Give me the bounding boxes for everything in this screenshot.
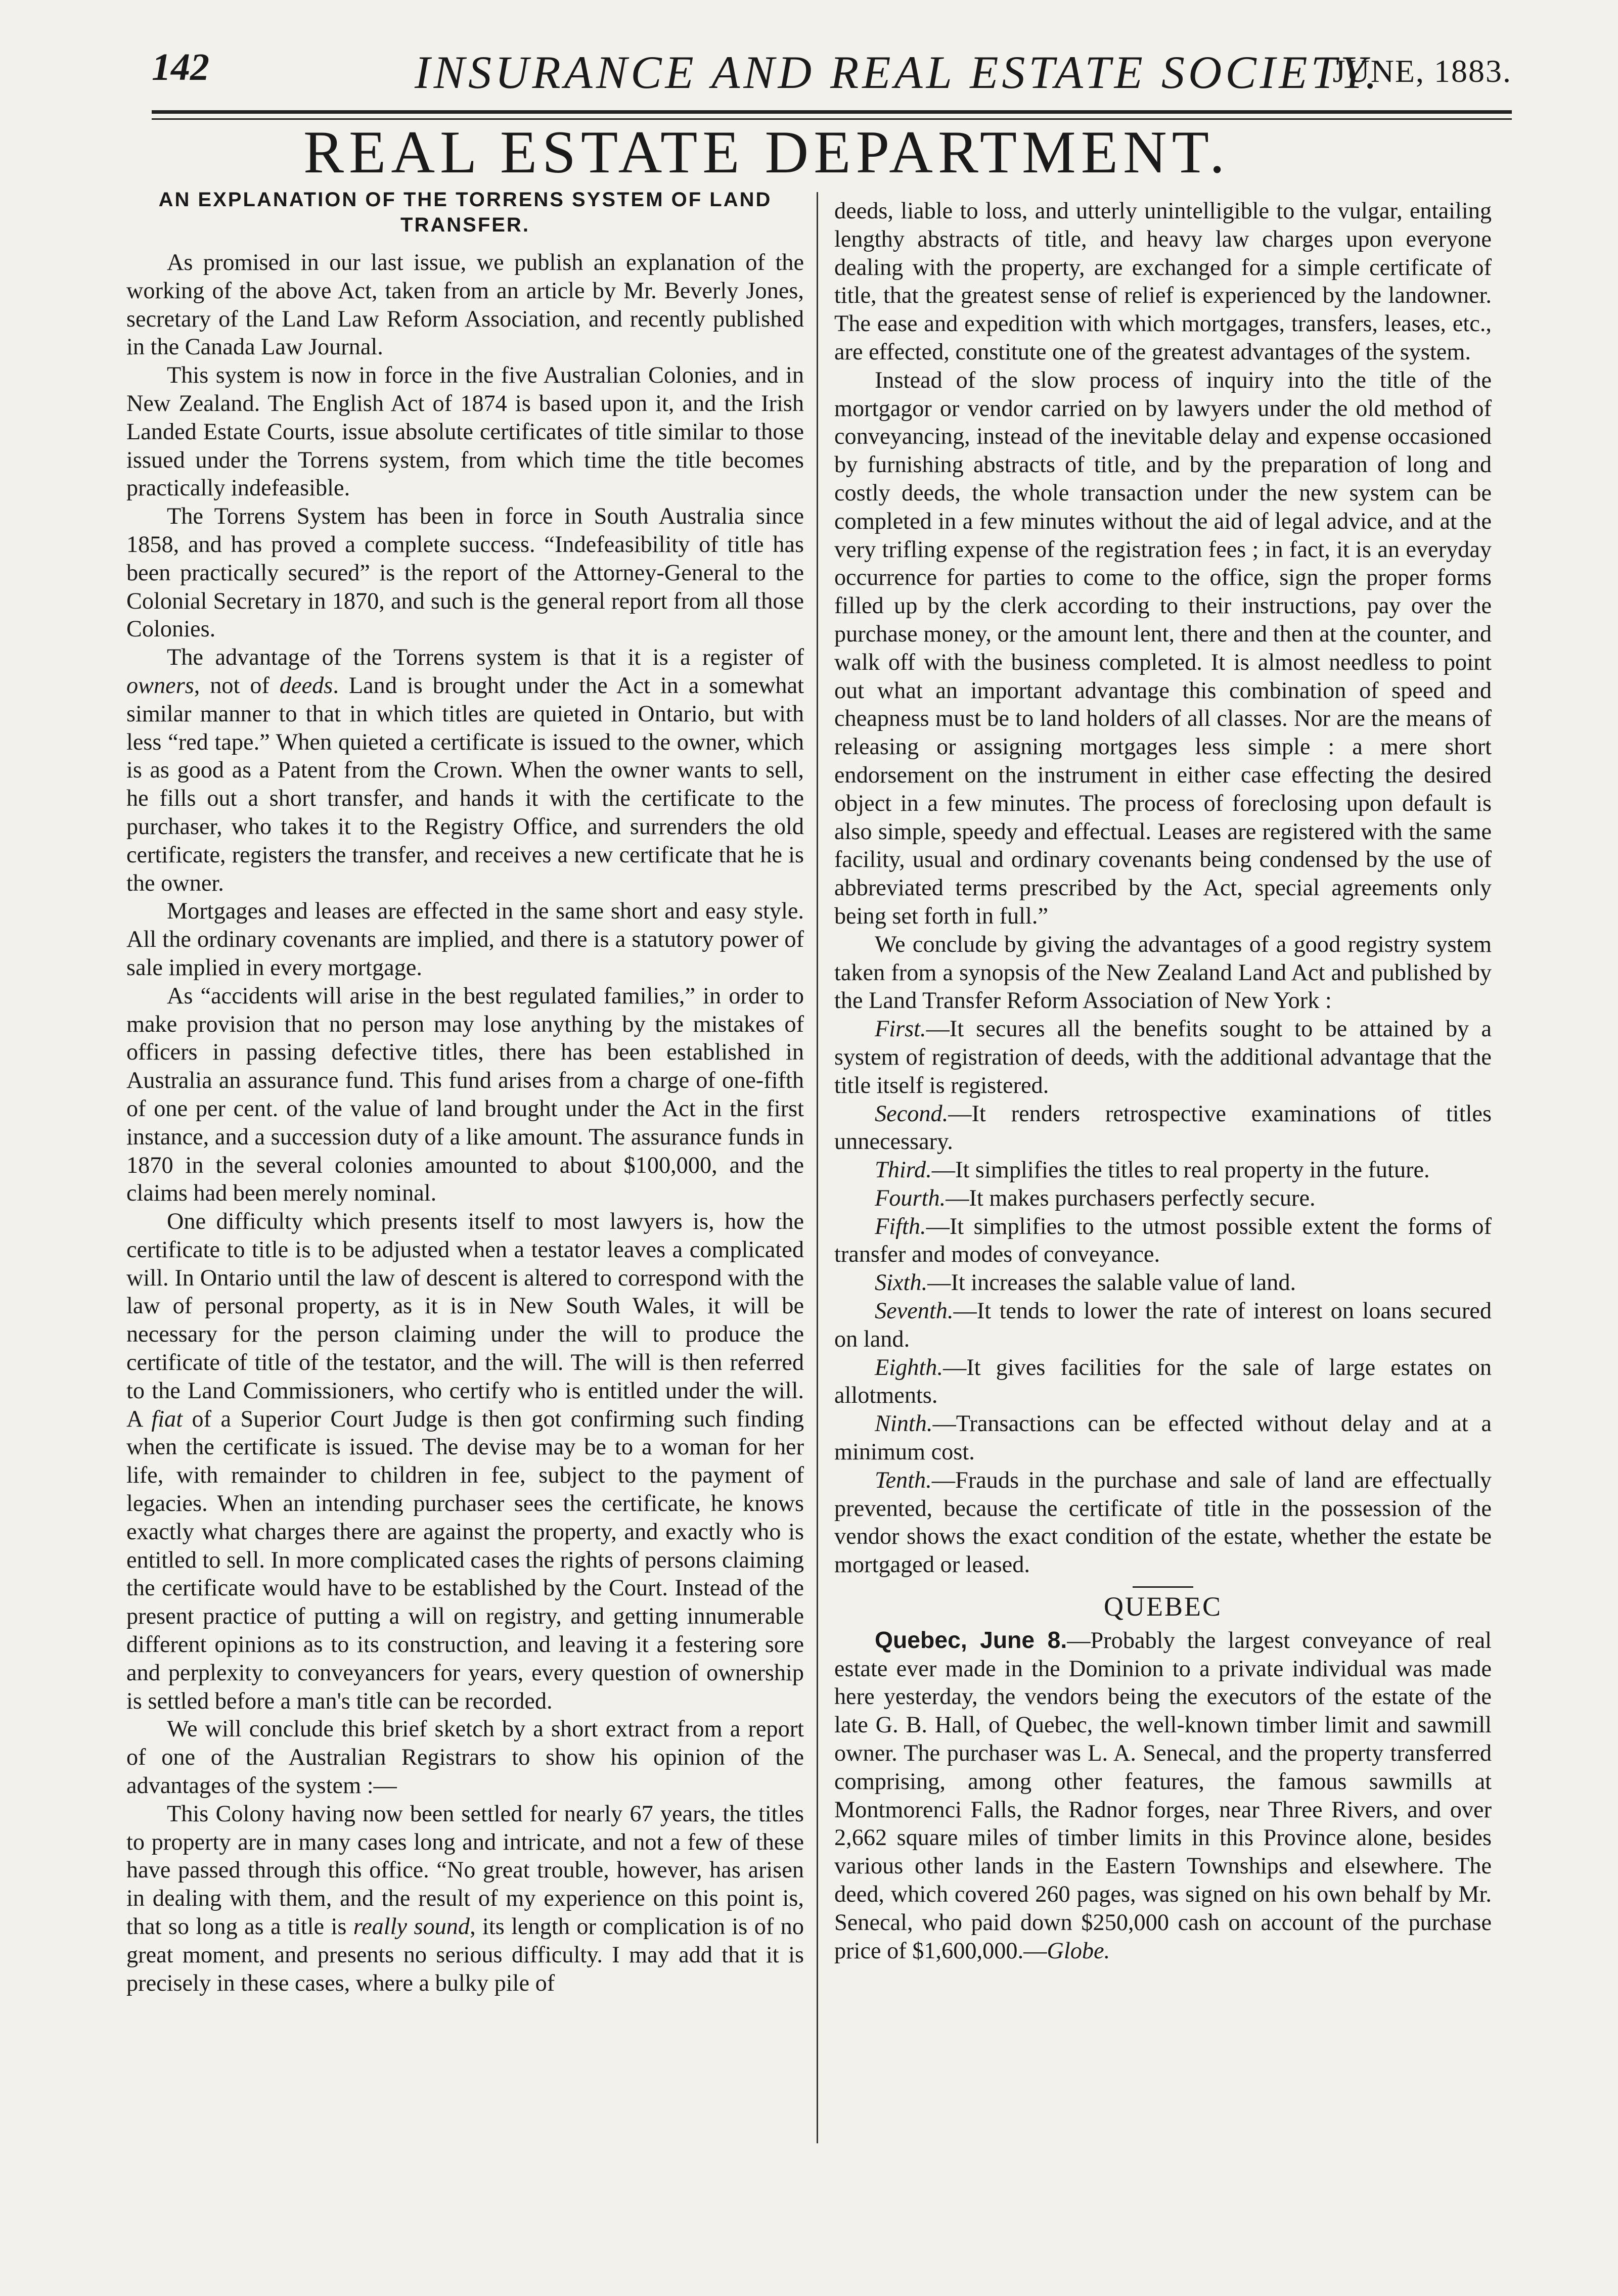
running-header xyxy=(152,45,1512,106)
advantage-label: Second. xyxy=(875,1100,949,1127)
article-heading: AN EXPLANATION OF THE TORRENS SYSTEM OF LAND TRANSFER. xyxy=(158,189,772,236)
advantage-text: —It secures all the benefits sought to be attained by a system of registration of deeds, with the additional advantage that the title itself is registered. xyxy=(834,1016,1492,1098)
advantage-label: Fourth. xyxy=(875,1185,946,1211)
advantage-text: —It makes purchasers perfectly secure. xyxy=(946,1185,1316,1211)
advantage-item xyxy=(834,1184,1492,1213)
paragraph: We conclude by giving the advantages of a good registry system taken from a synopsis of the New Zealand Land Act and published by the Land Transfer Reform Association of New York : xyxy=(834,931,1492,1014)
paragraph xyxy=(126,1800,804,1998)
paragraph: This system is now in force in the five Australian Colonies, and in New Zealand. The English Act of 1874 is based upon it, and the Irish Landed Estate Courts, issue absolute certificates of title similar to those issued under the Torrens system, from which time the title becomes practically indefeasible. xyxy=(126,362,804,501)
quebec-paragraph xyxy=(834,1626,1492,1965)
advantage-label: Fifth. xyxy=(875,1213,926,1239)
right-column xyxy=(834,197,1492,1965)
left-column xyxy=(126,189,804,1997)
advantage-item xyxy=(834,1297,1492,1354)
advantage-item xyxy=(834,1100,1492,1157)
advantage-item xyxy=(834,1156,1492,1184)
text-run: —Probably the largest conveyance of real estate ever made in the Dominion to a private individual was made here yesterday, the vendors being the executors of the estate of the late G. B. Hall, of Quebec, the well-known timber limit and sawmill owner. The purchaser was L. A. Senecal, and the property transferred comprising, among other features, the famous sawmills at Montmorenci Falls, the Radnor forges, near Three Rivers, and over 2,662 square miles of timber limits in this Province alone, besides various other lands in the Eastern Townships and elsewhere. The deed, which covered 260 pages, was signed on his own behalf by Mr. Senecal, who paid down $250,000 cash on account of the purchase price of $1,600,000.— xyxy=(834,1627,1492,1964)
emphasis: owners xyxy=(126,672,194,699)
text-run: . Land is brought under the Act in a somewhat similar manner to that in which titles are quieted in Ontario, but with less “red tape.” When quieted a certificate is issued to the owner, which is as good as a Patent from the Crown. When the owner wants to sell, he fills out a short transfer, and hands it with the certificate to the purchaser, who takes it to the Registry Office, and surrenders the old certificate, registers the transfer, and receives a new certificate that he is the owner. xyxy=(126,672,804,896)
section-title-quebec: QUEBEC xyxy=(1104,1591,1222,1622)
advantage-label: Sixth. xyxy=(875,1270,928,1296)
header-rule xyxy=(152,110,1512,114)
advantage-label: First. xyxy=(875,1016,926,1042)
paragraph: Instead of the slow process of inquiry into the title of the mortgagor or vendor carried on by lawyers under the old method of conveyancing, instead of the inevitable delay and expense occasioned by furnishing abstracts of title, and by the preparation of long and costly deeds, the whole transaction under the new system can be completed in a few minutes without the aid of legal advice, and at the very trifling expense of the registration fees ; in fact, it is an everyday occurrence for parties to come to the office, sign the proper forms filled up by the clerk according to their instructions, pay over the purchase money, or the amount lent, there and then at the counter, and walk off with the business completed. It is almost needless to point out what an important advantage this combination of speed and cheapness must be to land holders of all classes. Nor are the means of releasing or assigning mortgages less simple : a mere short endorsement on the instrument in either case effecting the desired object in a few minutes. The process of foreclosing upon default is also simple, speedy and effectual. Leases are registered with the same facility, usual and ordinary covenants being condensed by the use of abbreviated terms prescribed by the Act, special agreements only being set forth in full.” xyxy=(834,367,1492,929)
paragraph: The Torrens System has been in force in South Australia since 1858, and has proved a complete success. “Indefeasibility of title has been practically secured” is the report of the Attorney-General to the Colonial Secretary in 1870, and such is the general report from all those Colonies. xyxy=(126,503,804,642)
advantage-label: Seventh. xyxy=(875,1298,954,1324)
advantage-item xyxy=(834,1015,1492,1099)
advantage-item xyxy=(834,1410,1492,1466)
paragraph xyxy=(126,644,804,897)
paragraph: We will conclude this brief sketch by a short extract from a report of one of the Australian Registrars to show his opinion of the advantages of the system :— xyxy=(126,1716,804,1799)
emphasis: fiat xyxy=(151,1406,183,1432)
text-run: The advantage of the Torrens system is that it is a register of xyxy=(167,645,804,671)
emphasis: deeds xyxy=(279,672,333,699)
dateline: Quebec, June 8. xyxy=(875,1626,1067,1653)
advantage-text: —It simplifies to the utmost possible extent the forms of transfer and modes of conveyance. xyxy=(834,1213,1492,1268)
paragraph: As “accidents will arise in the best regulated families,” in order to make provision that no person may lose anything by the mistakes of officers in passing defective titles, there has been established in Australia an assurance fund. This fund arises from a charge of one-fifth of one per cent. of the value of land brought under the Act in the first instance, and a succession duty of a like amount. The assurance funds in 1870 in the several colonies amounted to about $100,000, and the claims had been merely nominal. xyxy=(126,983,804,1207)
advantage-item xyxy=(834,1466,1492,1579)
advantage-text: —Transactions can be effected without delay and at a minimum cost. xyxy=(834,1411,1492,1465)
column-divider xyxy=(817,192,818,2143)
advantage-item xyxy=(834,1354,1492,1410)
advantage-text: —It increases the salable value of land. xyxy=(927,1270,1296,1296)
advantage-label: Tenth. xyxy=(875,1467,932,1493)
advantage-item xyxy=(834,1213,1492,1269)
journal-title: INSURANCE AND REAL ESTATE SOCIETY. xyxy=(415,47,1381,98)
department-title: REAL ESTATE DEPARTMENT. xyxy=(303,118,1230,186)
text-run: , its length or complication is of no great moment, and presents no serious difficulty. I may add that it is precisely in these cases, where a bulky pile of xyxy=(126,1914,804,1996)
advantage-item xyxy=(834,1269,1492,1297)
paragraph: As promised in our last issue, we publish an explanation of the working of the above Act, taken from an article by Mr. Beverly Jones, secretary of the Land Law Reform Association, and recently published in the Canada Law Journal. xyxy=(126,250,804,360)
emphasis: really sound xyxy=(353,1914,470,1940)
paragraph xyxy=(126,1208,804,1715)
paragraph: Mortgages and leases are effected in the same short and easy style. All the ordinary covenants are implied, and there is a statutory power of sale implied in every mortgage. xyxy=(126,898,804,981)
advantage-text: —It simplifies the titles to real property in the future. xyxy=(931,1157,1430,1183)
paragraph: deeds, liable to loss, and utterly unintelligible to the vulgar, entailing lengthy abstracts of title, and heavy law charges upon everyone dealing with the property, are exchanged for a simple certificate of title, that the greatest sense of relief is experienced by the landowner. The ease and expedition with which mortgages, transfers, leases, etc., are effected, constitute one of the greatest advantages of the system. xyxy=(834,198,1492,365)
advantage-label: Third. xyxy=(875,1157,932,1183)
advantage-text: —It renders retrospective examinations of titles unnecessary. xyxy=(834,1100,1492,1155)
text-run: , not of xyxy=(194,672,280,699)
text-run: One difficulty which presents itself to most lawyers is, how the certificate to title is to be adjusted when a testator leaves a complicated will. In Ontario until the law of descent is altered to correspond with the law of personal property, as it is in New South Wales, it will be necessary for the person claiming under the will to produce the certificate of title of the testator, and the will. The will is then referred to the Land Commissioners, who certify who is entitled under the will. A xyxy=(126,1209,804,1432)
text-run: This Colony having now been settled for nearly 67 years, the titles to property are in many cases long and intricate, and not a few of these have passed through this office. “No great trouble, however, has arisen in dealing with them, and the result of my experience on this point is, that so long as a title is xyxy=(126,1801,804,1940)
advantage-label: Eighth. xyxy=(875,1354,943,1381)
issue-date: JUNE, 1883. xyxy=(1332,53,1512,89)
page-number: 142 xyxy=(152,46,209,88)
section-divider xyxy=(1133,1586,1193,1588)
text-run: of a Superior Court Judge is then got confirming such finding when the certificate is issued. The devise may be to a woman for her life, with remainder to children in fee, subject to the payment of legacies. When an intending purchaser sees the certificate, he knows exactly what charges there are against the property, and exactly who is entitled to sell. In more complicated cases the rights of persons claiming the certificate would have to be established by the Court. Instead of the present practice of putting a will on registry, and getting innumerable different opinions as to its construction, and leaving it a festering sore and perplexity to conveyancers for years, every question of ownership is settled before a man's title can be recorded. xyxy=(126,1406,804,1714)
advantage-text: —Frauds in the purchase and sale of land are effectually prevented, because the certificate of title in the possession of the vendor shows the exact condition of the estate, whether the estate be mortgaged or leased. xyxy=(834,1467,1492,1578)
advantage-text: —It tends to lower the rate of interest on loans secured on land. xyxy=(834,1298,1492,1352)
advantage-text: —It gives facilities for the sale of large estates on allotments. xyxy=(834,1354,1492,1409)
source-credit: Globe. xyxy=(1047,1938,1110,1964)
advantage-label: Ninth. xyxy=(875,1411,933,1437)
